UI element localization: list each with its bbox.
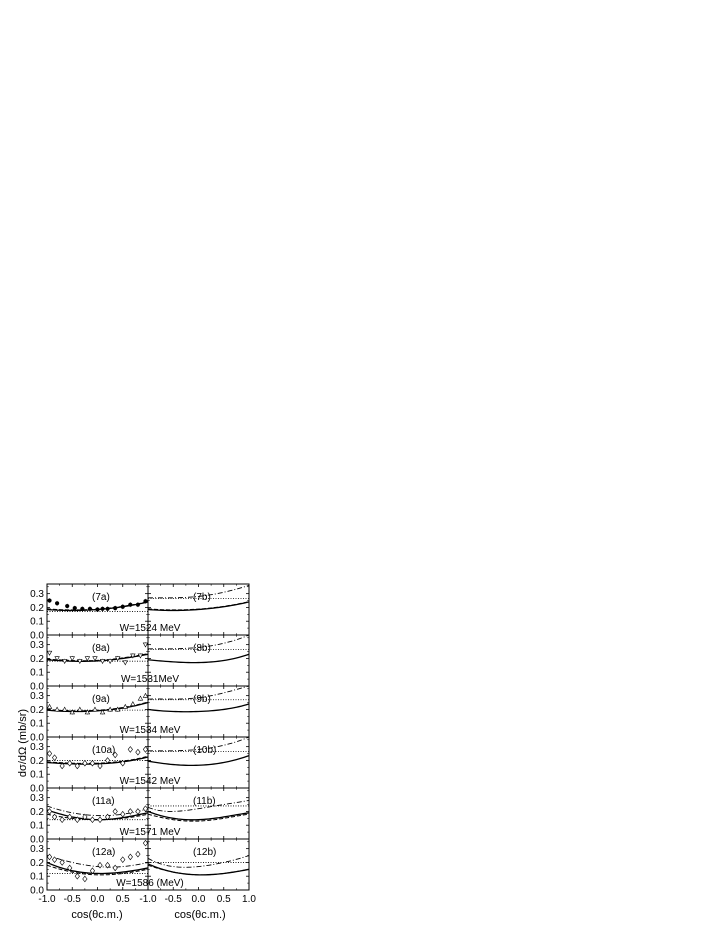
panel-label: (8a) bbox=[92, 643, 110, 654]
data-point bbox=[47, 598, 51, 602]
data-point bbox=[83, 876, 87, 882]
data-point bbox=[108, 659, 112, 663]
panel-label: (11a) bbox=[92, 796, 115, 807]
y-tick-label: 0.2 bbox=[30, 806, 44, 818]
data-point bbox=[95, 607, 99, 611]
y-tick-label: 0.3 bbox=[30, 640, 44, 652]
panel-label: (9b) bbox=[193, 694, 211, 705]
data-point bbox=[55, 601, 59, 605]
data-point bbox=[83, 760, 87, 766]
data-point bbox=[98, 862, 102, 868]
panel-label: (10a) bbox=[92, 745, 116, 756]
panel-9a bbox=[30, 686, 181, 744]
data-point bbox=[128, 854, 132, 860]
data-point bbox=[47, 854, 51, 860]
panel-label: (12b) bbox=[193, 847, 217, 858]
data-point bbox=[113, 606, 117, 610]
data-point bbox=[136, 851, 140, 857]
y-tick-label: 0.3 bbox=[30, 844, 44, 856]
panel-12a bbox=[30, 839, 184, 897]
data-point bbox=[68, 814, 72, 820]
data-point bbox=[98, 817, 102, 823]
data-point bbox=[80, 607, 84, 611]
curve-solid bbox=[148, 704, 249, 712]
data-point bbox=[138, 696, 142, 700]
data-point bbox=[88, 607, 92, 611]
data-point bbox=[75, 873, 79, 879]
data-point bbox=[143, 840, 147, 846]
data-point bbox=[47, 651, 51, 655]
energy-label: W=1586 (MeV) bbox=[116, 878, 184, 889]
panel-8a bbox=[30, 635, 179, 693]
data-point bbox=[47, 751, 51, 757]
panel-10a bbox=[30, 737, 181, 795]
data-point bbox=[52, 755, 56, 761]
data-point bbox=[90, 760, 94, 766]
data-point bbox=[73, 606, 77, 610]
data-point bbox=[68, 760, 72, 766]
data-point bbox=[128, 747, 132, 753]
data-point bbox=[136, 809, 140, 815]
y-tick-label: 0.0 bbox=[30, 681, 44, 693]
x-axis-title-left: cos(θc.m.) bbox=[71, 909, 123, 921]
x-tick-label-right: -1.0 bbox=[139, 894, 157, 905]
y-tick-label: 0.1 bbox=[30, 667, 44, 679]
y-tick-label: 0.2 bbox=[30, 857, 44, 869]
energy-label: W=1534 MeV bbox=[119, 725, 181, 736]
data-point bbox=[123, 661, 127, 665]
energy-label: W=1524 MeV bbox=[119, 623, 181, 634]
data-point bbox=[90, 817, 94, 823]
y-tick-label: 0.3 bbox=[30, 589, 44, 601]
y-tick-label: 0.2 bbox=[30, 602, 44, 614]
y-tick-label: 0.2 bbox=[30, 755, 44, 767]
y-tick-label: 0.3 bbox=[30, 793, 44, 805]
y-tick-label: 0.1 bbox=[30, 616, 44, 628]
curve-solid bbox=[148, 811, 249, 819]
data-point bbox=[52, 857, 56, 863]
data-point bbox=[100, 659, 104, 663]
y-tick-label: 0.0 bbox=[30, 834, 44, 846]
y-tick-label: 0.3 bbox=[30, 691, 44, 703]
data-point bbox=[113, 865, 117, 871]
y-tick-label: 0.1 bbox=[30, 769, 44, 781]
data-point bbox=[106, 607, 110, 611]
x-tick-label-right: -0.5 bbox=[164, 894, 182, 905]
data-point bbox=[78, 707, 82, 711]
data-point bbox=[121, 605, 125, 609]
y-tick-label: 0.1 bbox=[30, 820, 44, 832]
x-tick-label-right: 0.0 bbox=[191, 894, 206, 905]
y-tick-label: 0.0 bbox=[30, 630, 44, 642]
energy-label: W=1531MeV bbox=[120, 674, 180, 685]
x-tick-label-left: 0.0 bbox=[90, 894, 105, 905]
curve-solid bbox=[148, 756, 249, 766]
panel-label: (9a) bbox=[92, 694, 110, 705]
data-point bbox=[128, 603, 132, 607]
panel-label: (11b) bbox=[193, 796, 216, 807]
panel-label: (7b) bbox=[193, 592, 211, 603]
y-tick-label: 0.2 bbox=[30, 653, 44, 665]
data-point bbox=[143, 806, 147, 812]
y-tick-label: 0.1 bbox=[30, 871, 44, 883]
data-point bbox=[70, 657, 74, 661]
y-tick-label: 0.1 bbox=[30, 718, 44, 730]
data-point bbox=[47, 809, 51, 815]
panel-11a bbox=[30, 788, 181, 846]
data-point bbox=[136, 603, 140, 607]
curve-solid bbox=[148, 654, 249, 662]
data-point bbox=[121, 857, 125, 863]
x-tick-label-left: -0.5 bbox=[63, 894, 81, 905]
y-tick-label: 0.0 bbox=[30, 885, 44, 897]
data-point bbox=[100, 607, 104, 611]
data-point bbox=[60, 817, 64, 823]
x-tick-label-right: 0.5 bbox=[216, 894, 231, 905]
y-axis-title: dσ/dΩ (mb/sr) bbox=[17, 708, 29, 778]
y-tick-label: 0.0 bbox=[30, 732, 44, 744]
data-point bbox=[93, 707, 97, 711]
x-axis-title-right: cos(θc.m.) bbox=[174, 909, 226, 921]
data-point bbox=[47, 704, 51, 708]
data-point bbox=[131, 702, 135, 706]
data-point bbox=[143, 599, 147, 603]
data-point bbox=[143, 747, 147, 753]
y-tick-label: 0.3 bbox=[30, 742, 44, 754]
panel-label: (10b) bbox=[193, 745, 217, 756]
y-tick-label: 0.2 bbox=[30, 704, 44, 716]
y-tick-label: 0.0 bbox=[30, 783, 44, 795]
energy-label: W=1571 MeV bbox=[119, 827, 181, 838]
panel-label: (12a) bbox=[92, 847, 116, 858]
data-point bbox=[136, 749, 140, 755]
x-tick-label-left: 0.5 bbox=[115, 894, 130, 905]
data-point bbox=[113, 809, 117, 815]
panel-label: (7a) bbox=[92, 592, 110, 603]
data-point bbox=[55, 707, 59, 711]
panel-label: (8b) bbox=[193, 643, 211, 654]
data-point bbox=[62, 707, 66, 711]
panels bbox=[30, 584, 256, 905]
x-tick-label-left: -1.0 bbox=[38, 894, 56, 905]
panel-7a bbox=[30, 584, 181, 642]
x-tick-label-right: 1.0 bbox=[242, 894, 256, 905]
data-point bbox=[65, 604, 69, 608]
data-point bbox=[121, 811, 125, 817]
data-point bbox=[85, 657, 89, 661]
curve-dashed bbox=[47, 756, 148, 763]
energy-label: W=1542 MeV bbox=[119, 776, 181, 787]
